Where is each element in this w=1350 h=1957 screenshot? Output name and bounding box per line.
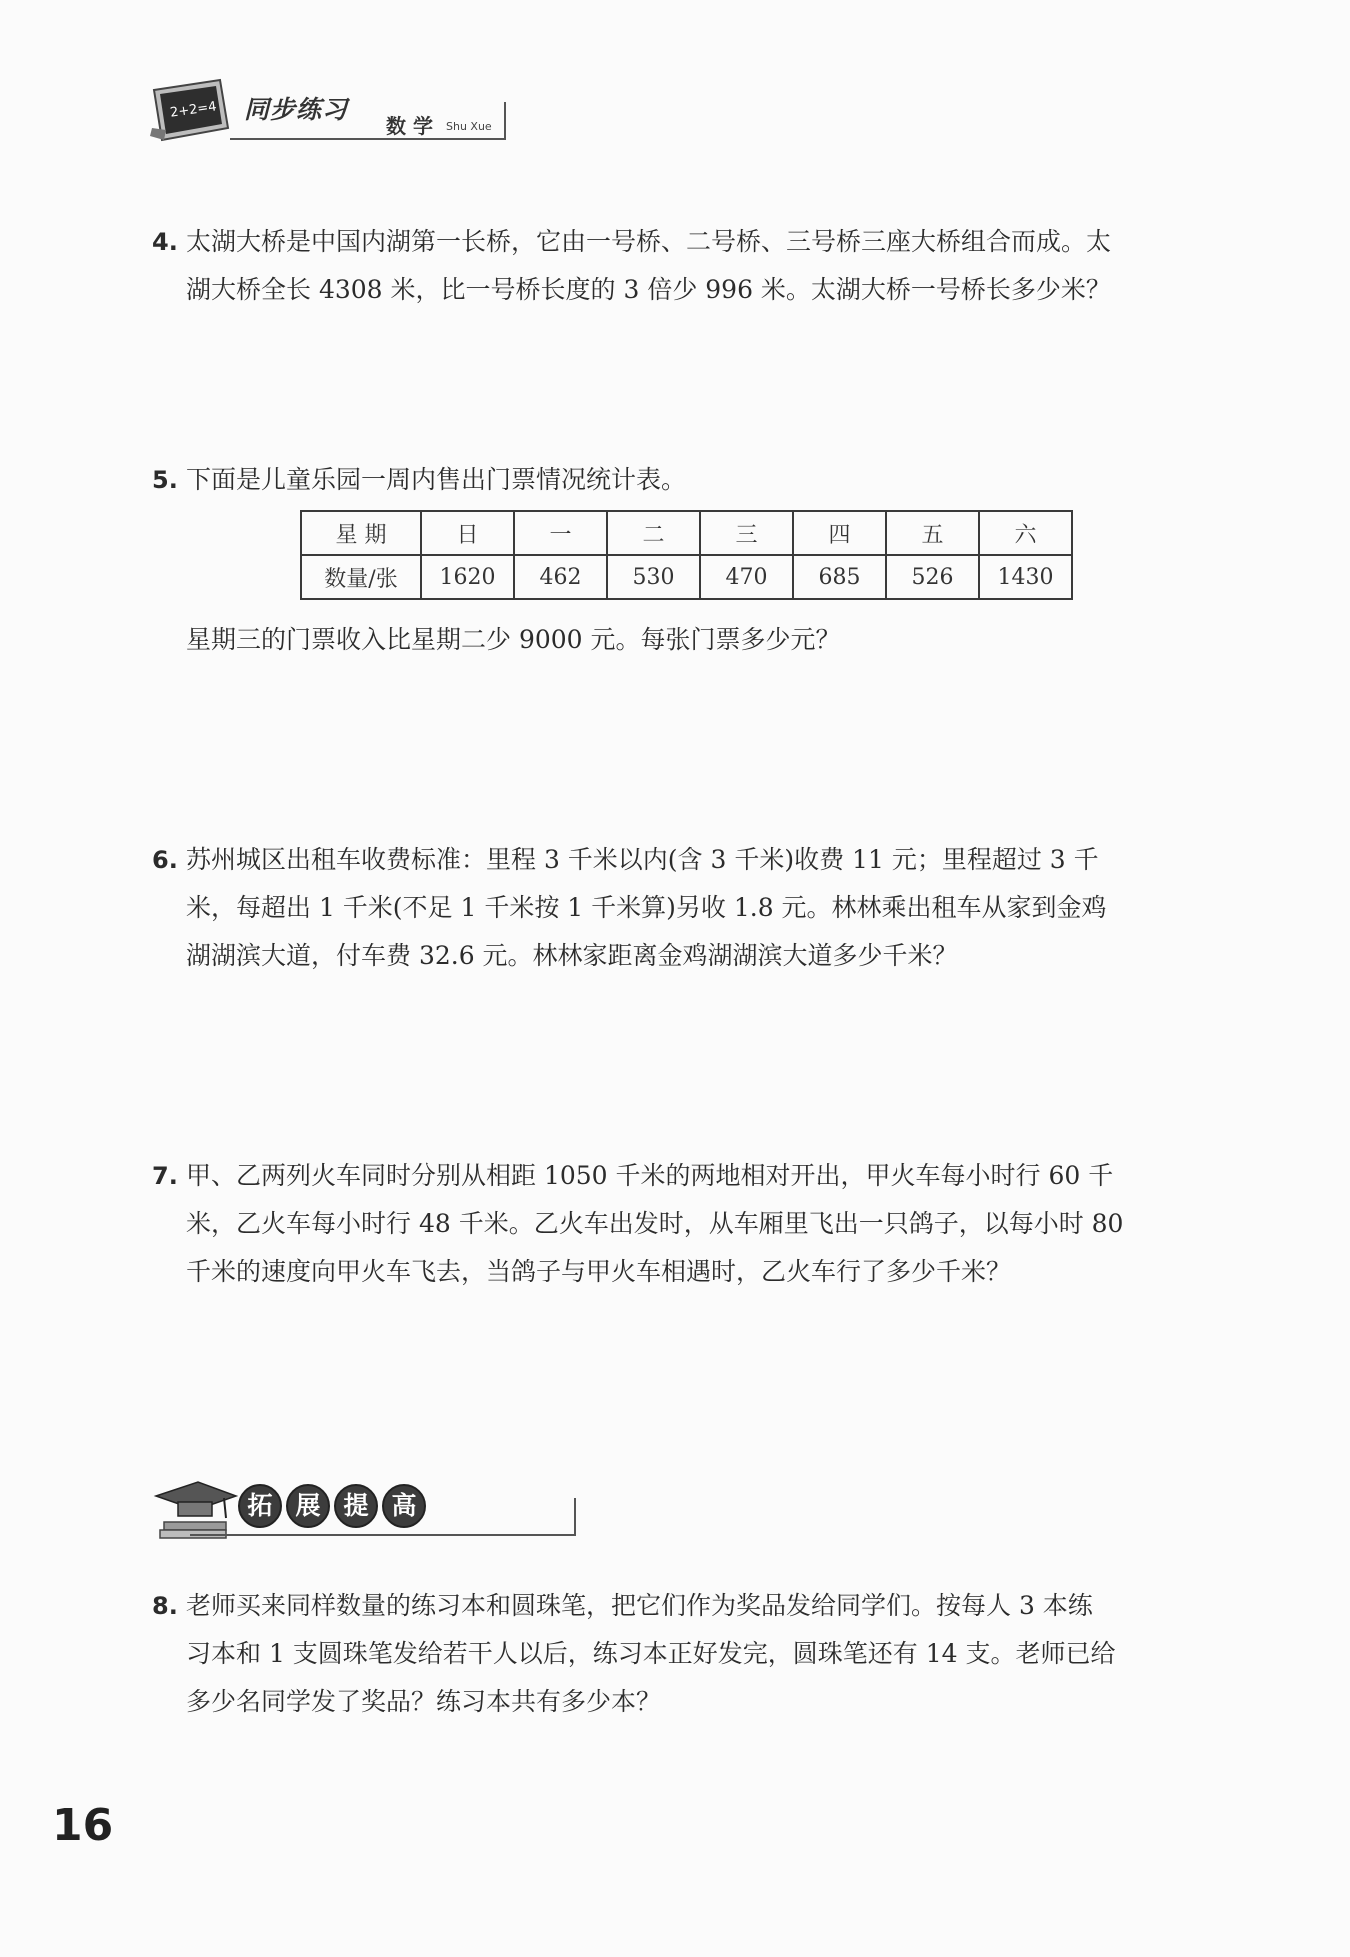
page-number: 16 bbox=[52, 1800, 114, 1851]
table-row-days bbox=[301, 511, 1072, 555]
question-line: 下面是儿童乐园一周内售出门票情况统计表。 bbox=[186, 465, 687, 494]
question-line: 星期三的门票收入比星期二少 9000 元。每张门票多少元？ bbox=[186, 625, 841, 654]
section-title-char: 高 bbox=[382, 1484, 426, 1528]
question-line: 甲、乙两列火车同时分别从相距 1050 千米的两地相对开出，甲火车每小时行 60 千 bbox=[186, 1161, 1114, 1190]
question-4 bbox=[152, 218, 1192, 314]
table-row-label: 数量/张 bbox=[301, 555, 421, 599]
table-cell: 1430 bbox=[979, 555, 1072, 599]
table-cell: 三 bbox=[700, 511, 793, 555]
table-cell: 685 bbox=[793, 555, 886, 599]
graduation-cap-icon bbox=[150, 1470, 240, 1550]
question-line: 太湖大桥是中国内湖第一长桥，它由一号桥、二号桥、三号桥三座大桥组合而成。太 bbox=[186, 227, 1112, 256]
question-number: 6. bbox=[152, 846, 178, 874]
board-formula: 2+2=4 bbox=[169, 99, 218, 121]
blackboard-icon bbox=[150, 78, 230, 142]
question-number: 4. bbox=[152, 228, 178, 256]
table-cell: 462 bbox=[514, 555, 607, 599]
section-title-char: 拓 bbox=[238, 1484, 282, 1528]
header-banner bbox=[150, 72, 510, 162]
question-line: 习本和 1 支圆珠笔发给若干人以后，练习本正好发完，圆珠笔还有 14 支。老师已给 bbox=[186, 1639, 1116, 1668]
question-line: 米，每超出 1 千米(不足 1 千米按 1 千米算)另收 1.8 元。林林乘出租车从家到金鸡 bbox=[186, 893, 1107, 922]
header-pinyin: Shu Xue bbox=[446, 120, 492, 133]
table-cell: 日 bbox=[421, 511, 514, 555]
header-subject: 数 学 bbox=[386, 114, 433, 138]
question-line: 米，乙火车每小时行 48 千米。乙火车出发时，从车厢里飞出一只鸽子，以每小时 80 bbox=[186, 1209, 1124, 1238]
question-8 bbox=[152, 1582, 1192, 1726]
question-5 bbox=[152, 456, 1192, 504]
section-rule bbox=[190, 1534, 576, 1536]
section-title bbox=[238, 1484, 426, 1528]
table-row-label: 星 期 bbox=[301, 511, 421, 555]
question-line: 湖大桥全长 4308 米，比一号桥长度的 3 倍少 996 米。太湖大桥一号桥长多少米？ bbox=[186, 275, 1111, 304]
table-row-counts bbox=[301, 555, 1072, 599]
section-banner-extension bbox=[150, 1470, 440, 1550]
question-line: 千米的速度向甲火车飞去，当鸽子与甲火车相遇时，乙火车行了多少千米？ bbox=[186, 1257, 1012, 1286]
question-number: 5. bbox=[152, 466, 178, 494]
ticket-table bbox=[300, 510, 1073, 600]
section-rule-end bbox=[574, 1498, 576, 1536]
table-cell: 530 bbox=[607, 555, 700, 599]
table-cell: 470 bbox=[700, 555, 793, 599]
table-cell: 二 bbox=[607, 511, 700, 555]
header-rule bbox=[230, 138, 506, 140]
question-line: 多少名同学发了奖品？练习本共有多少本？ bbox=[186, 1687, 662, 1716]
question-number: 8. bbox=[152, 1592, 178, 1620]
header-rule-end bbox=[504, 102, 506, 140]
header-title: 同步练习 bbox=[244, 95, 349, 124]
question-line: 湖湖滨大道，付车费 32.6 元。林林家距离金鸡湖湖滨大道多少千米？ bbox=[186, 941, 958, 970]
table-cell: 526 bbox=[886, 555, 979, 599]
question-line: 苏州城区出租车收费标准：里程 3 千米以内(含 3 千米)收费 11 元；里程超过 3 千 bbox=[186, 845, 1099, 874]
section-title-char: 展 bbox=[286, 1484, 330, 1528]
question-5-followup bbox=[152, 616, 1192, 664]
table-cell: 1620 bbox=[421, 555, 514, 599]
question-line: 老师买来同样数量的练习本和圆珠笔，把它们作为奖品发给同学们。按每人 3 本练 bbox=[186, 1591, 1093, 1620]
table-cell: 四 bbox=[793, 511, 886, 555]
table-cell: 六 bbox=[979, 511, 1072, 555]
table-cell: 五 bbox=[886, 511, 979, 555]
table-cell: 一 bbox=[514, 511, 607, 555]
question-7 bbox=[152, 1152, 1192, 1296]
section-title-char: 提 bbox=[334, 1484, 378, 1528]
question-number: 7. bbox=[152, 1162, 178, 1190]
question-6 bbox=[152, 836, 1192, 980]
